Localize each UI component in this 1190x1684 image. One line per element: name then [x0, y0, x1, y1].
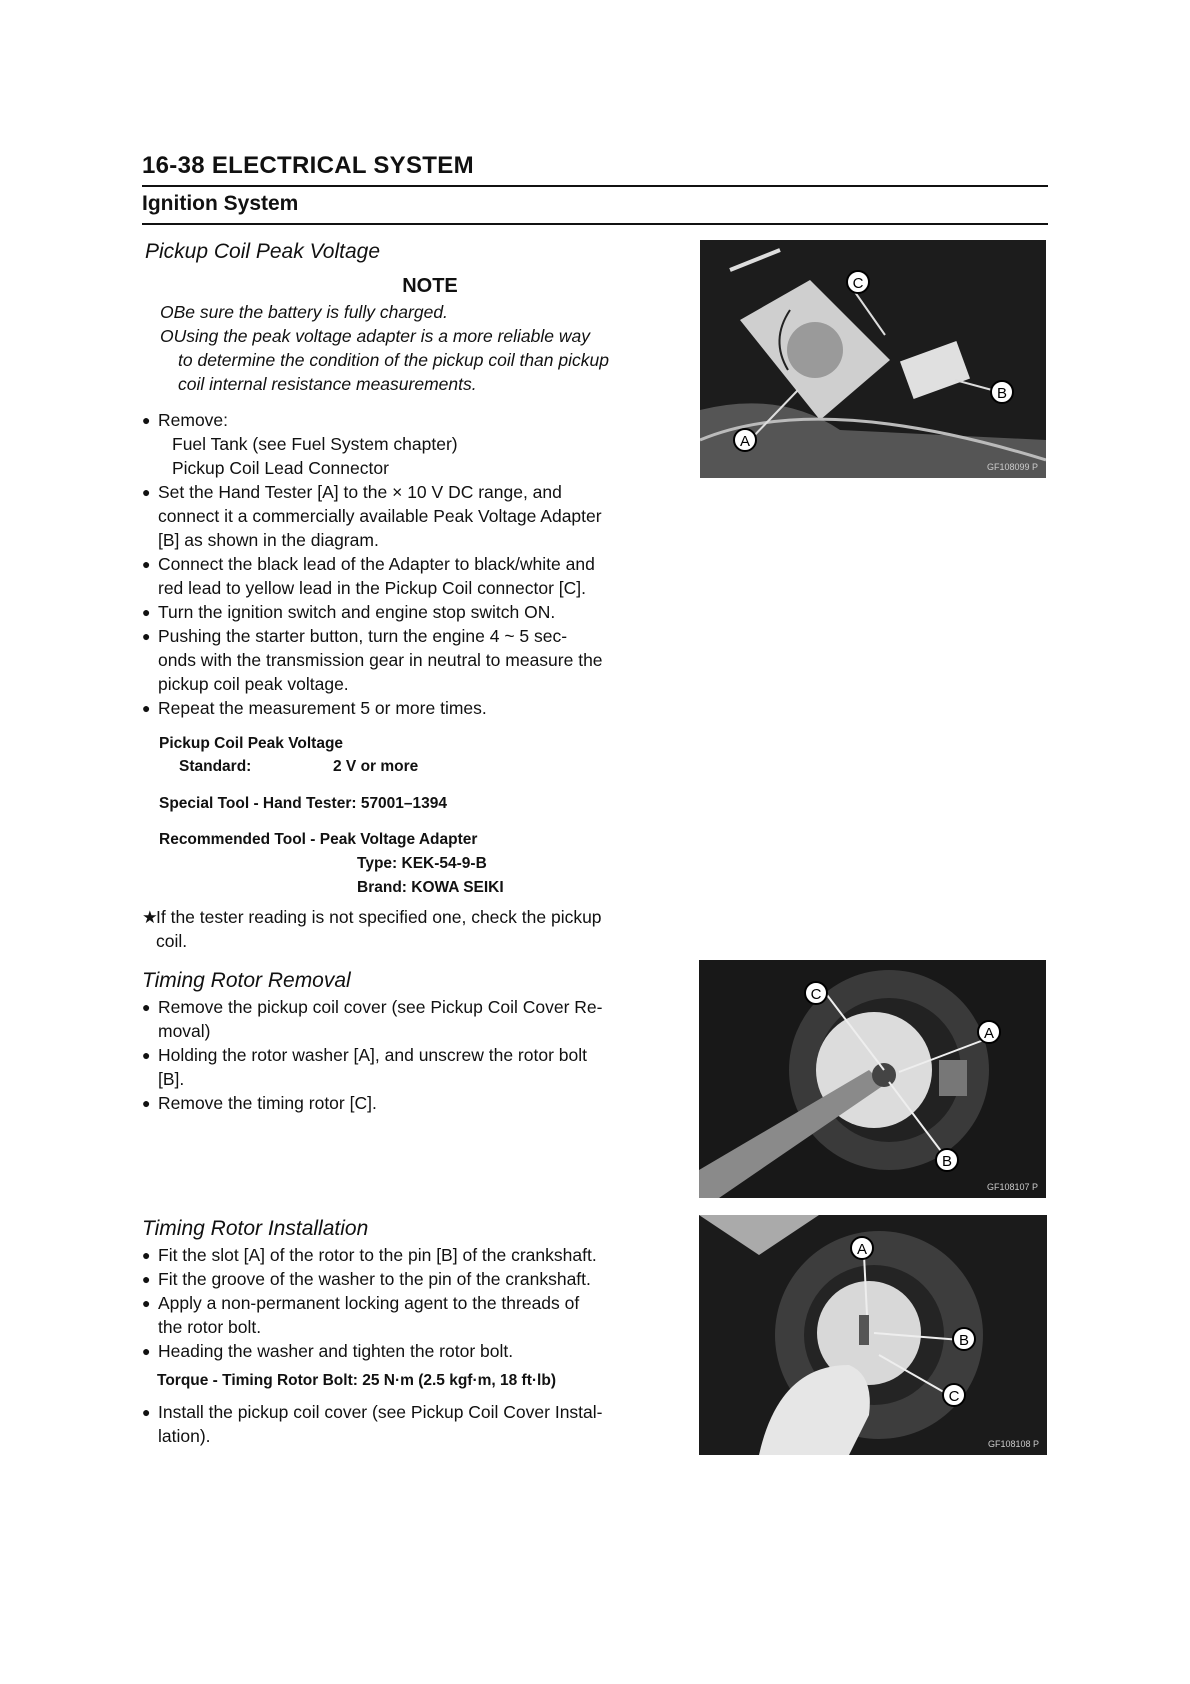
list-item: ● Fit the groove of the washer to the pin of the crankshaft.: [142, 1269, 591, 1289]
bullet-icon: ●: [142, 556, 151, 572]
callout-b-icon: [936, 1149, 958, 1171]
svg-text:C: C: [948, 1388, 960, 1405]
list-item: ● Connect the black lead of the Adapter to black/white and red lead to yellow lead in the Pickup Coil connector [C].: [142, 554, 595, 598]
list-item: ● Repeat the measurement 5 or more times.: [142, 698, 487, 718]
bullet-icon: ●: [142, 1095, 151, 1111]
callout-b-icon: [953, 1328, 975, 1350]
callout-c-icon: [943, 1384, 965, 1406]
svg-text:A: A: [983, 1025, 995, 1042]
list-item: ● Fit the slot [A] of the rotor to the pin [B] of the crankshaft.: [142, 1245, 597, 1265]
list-item: ● Turn the ignition switch and engine stop switch ON.: [142, 602, 556, 622]
svg-text:C: C: [852, 275, 864, 292]
bullet-icon: ●: [142, 1295, 151, 1311]
note-line: OBe sure the battery is fully charged.: [160, 302, 448, 322]
bullet-icon: ●: [142, 628, 151, 644]
special-tool: Special Tool - Hand Tester: 57001–1394: [159, 795, 448, 812]
tester-photo: [700, 240, 1046, 478]
bullet-icon: ●: [142, 1271, 151, 1287]
svg-text:A: A: [739, 433, 751, 450]
photo-code: GF108108 P: [987, 1439, 1039, 1449]
callout-a-icon: [734, 429, 756, 451]
bullet-icon: ●: [142, 999, 151, 1015]
svg-text:C: C: [810, 986, 822, 1003]
star-note: ★ If the tester reading is not specified one, check the pickup coil.: [142, 907, 602, 951]
svg-text:B: B: [941, 1153, 953, 1170]
note-line: to determine the condition of the pickup coil than pickup: [178, 350, 609, 370]
bullet-icon: ●: [142, 604, 151, 620]
type-line: Type: KEK-54-9-B: [357, 855, 487, 872]
rotor-install-photo: [699, 1215, 1047, 1455]
svg-text:B: B: [958, 1332, 970, 1349]
list-item: ● Holding the rotor washer [A], and unscrew the rotor bolt [B].: [142, 1045, 587, 1089]
spec-value: 2 V or more: [333, 758, 419, 775]
callout-a-icon: [851, 1237, 873, 1259]
bullet-icon: ●: [142, 484, 151, 500]
bullet-icon: ●: [142, 1404, 151, 1420]
svg-text:B: B: [996, 385, 1008, 402]
section-title: Ignition System: [142, 192, 299, 215]
list-item: ● Pushing the starter button, turn the engine 4 ~ 5 sec- onds with the transmission gear in neutral to measure the pickup coil peak voltage.: [142, 626, 603, 694]
bullet-icon: ●: [142, 1047, 151, 1063]
removal-steps: [142, 995, 682, 1115]
list-item: ● Apply a non-permanent locking agent to the threads of the rotor bolt.: [142, 1293, 580, 1337]
spec-title: Pickup Coil Peak Voltage: [159, 735, 344, 752]
pickup-heading: Pickup Coil Peak Voltage: [145, 240, 381, 263]
pickup-steps: [142, 408, 682, 720]
note-line: OUsing the peak voltage adapter is a more reliable way: [160, 326, 590, 346]
section-rule: [142, 223, 1048, 225]
bullet-icon: ●: [142, 1343, 151, 1359]
removal-heading: Timing Rotor Removal: [142, 969, 351, 992]
note-line: coil internal resistance measurements.: [178, 374, 477, 394]
callout-c-icon: [805, 982, 827, 1004]
star-icon: ★: [142, 907, 158, 927]
photo-code: GF108099 P: [986, 462, 1038, 472]
header-rule: [142, 185, 1048, 187]
rotor-removal-photo: [699, 960, 1046, 1198]
torque-spec: Torque - Timing Rotor Bolt: 25 N·m (2.5 kgf·m, 18 ft·lb): [157, 1372, 556, 1389]
note-title: NOTE: [402, 275, 458, 297]
svg-text:A: A: [856, 1241, 868, 1258]
photo-code: GF108107 P: [986, 1182, 1038, 1192]
list-item: ● Remove the timing rotor [C].: [142, 1093, 377, 1113]
list-item: ● Install the pickup coil cover (see Pickup Coil Cover Instal- lation).: [142, 1402, 603, 1446]
recommended-tool: Recommended Tool - Peak Voltage Adapter: [159, 831, 478, 848]
installation-steps: [142, 1243, 682, 1363]
brand-line: Brand: KOWA SEIKI: [357, 879, 504, 896]
bullet-icon: ●: [142, 412, 151, 428]
list-item: ● Remove: Fuel Tank (see Fuel System chapter) Pickup Coil Lead Connector: [142, 410, 458, 478]
callout-a-icon: [978, 1021, 1000, 1043]
note-block: [160, 300, 680, 396]
list-item: ● Set the Hand Tester [A] to the × 10 V DC range, and connect it a commercially available Peak Voltage Adapter [B] as shown in the diagram.: [142, 482, 602, 550]
list-item: ● Remove the pickup coil cover (see Pickup Coil Cover Re- moval): [142, 997, 603, 1041]
list-item: ● Heading the washer and tighten the rotor bolt.: [142, 1341, 514, 1361]
bullet-icon: ●: [142, 700, 151, 716]
spec-label: Standard:: [179, 758, 252, 775]
chapter-title: 16-38 ELECTRICAL SYSTEM: [142, 152, 474, 179]
bullet-icon: ●: [142, 1247, 151, 1263]
callout-b-icon: [991, 381, 1013, 403]
installation-heading: Timing Rotor Installation: [142, 1217, 369, 1240]
callout-c-icon: [847, 271, 869, 293]
